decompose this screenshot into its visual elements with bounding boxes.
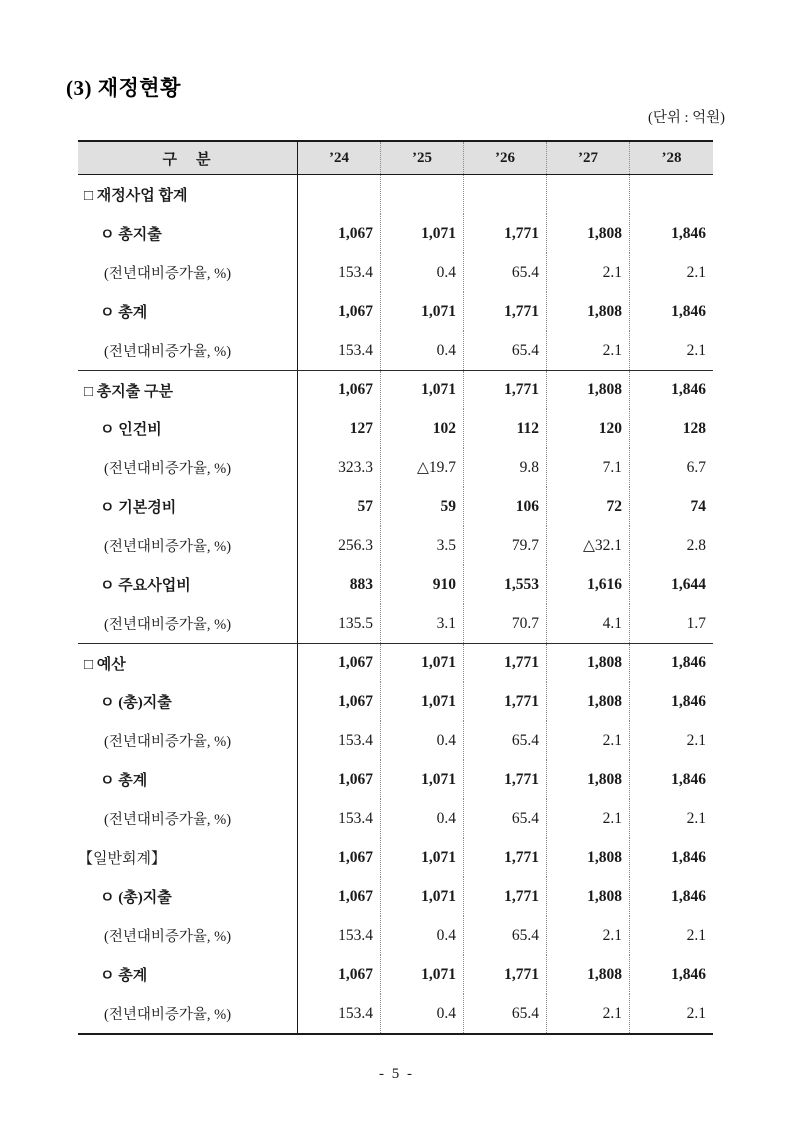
row-value: 1,771 bbox=[464, 371, 547, 409]
row-value: 0.4 bbox=[381, 994, 464, 1033]
row-value: 2.1 bbox=[547, 331, 630, 370]
row-value: 1,071 bbox=[381, 838, 464, 877]
row-value: 72 bbox=[547, 487, 630, 526]
row-value: 0.4 bbox=[381, 331, 464, 370]
header-cell-year: ’24 bbox=[298, 142, 381, 174]
row-value: 256.3 bbox=[298, 526, 381, 565]
row-value: 2.1 bbox=[686, 341, 706, 359]
row-label: ㅇ 주요사업비 bbox=[78, 565, 298, 604]
row-value: 1,846 bbox=[671, 887, 706, 905]
row-value: 1,067 bbox=[298, 682, 381, 721]
row-value: 1,771 bbox=[464, 877, 547, 916]
table-row bbox=[78, 253, 713, 292]
row-value: 65.4 bbox=[464, 721, 547, 760]
row-value: 1,071 bbox=[381, 760, 464, 799]
row-value: 153.4 bbox=[298, 916, 381, 955]
row-label: ㅇ (총)지출 bbox=[78, 682, 298, 721]
row-label: (전년대비증가율, %) bbox=[78, 994, 298, 1033]
row-value bbox=[630, 175, 713, 214]
row-value: 153.4 bbox=[298, 253, 381, 292]
row-value: 1,808 bbox=[547, 955, 630, 994]
row-value: 1,771 bbox=[464, 682, 547, 721]
header-cell-year: ’27 bbox=[547, 142, 630, 174]
header-cell-category: 구 분 bbox=[78, 142, 298, 174]
row-value bbox=[464, 175, 547, 214]
table-row bbox=[78, 916, 713, 955]
row-value: 2.1 bbox=[547, 721, 630, 760]
row-value: 1,808 bbox=[547, 838, 630, 877]
row-value: 1,808 bbox=[547, 644, 630, 682]
table-header-row bbox=[78, 142, 713, 175]
row-value: 79.7 bbox=[464, 526, 547, 565]
row-label: ㅇ (총)지출 bbox=[78, 877, 298, 916]
row-label: □ 총지출 구분 bbox=[78, 371, 298, 409]
row-value: 2.1 bbox=[686, 1004, 706, 1022]
table-row bbox=[78, 526, 713, 565]
table-row bbox=[78, 409, 713, 448]
row-value: 1,808 bbox=[547, 760, 630, 799]
row-value: 1,846 bbox=[671, 381, 706, 398]
header-cell-year: ’25 bbox=[381, 142, 464, 174]
row-value: 1,808 bbox=[547, 877, 630, 916]
row-label: □ 예산 bbox=[78, 644, 298, 682]
row-value: 1,067 bbox=[298, 644, 381, 682]
row-value: 57 bbox=[298, 487, 381, 526]
row-value: 1,067 bbox=[298, 214, 381, 253]
table-row bbox=[78, 214, 713, 253]
row-value: 1,067 bbox=[298, 760, 381, 799]
table-row bbox=[78, 994, 713, 1033]
row-value: 1,071 bbox=[381, 682, 464, 721]
table-row bbox=[78, 175, 713, 214]
row-value: 1,771 bbox=[464, 760, 547, 799]
row-label: ㅇ 총지출 bbox=[78, 214, 298, 253]
table-row bbox=[78, 877, 713, 916]
row-value: 2.1 bbox=[686, 809, 706, 827]
row-value: 7.1 bbox=[547, 448, 630, 487]
row-value bbox=[381, 175, 464, 214]
row-value: 65.4 bbox=[464, 916, 547, 955]
row-value: 1,846 bbox=[671, 302, 706, 320]
row-label: □ 재정사업 합계 bbox=[78, 175, 298, 214]
table-body bbox=[78, 175, 713, 1033]
row-value: 128 bbox=[682, 419, 706, 437]
row-value: 1,771 bbox=[464, 955, 547, 994]
row-value: 1,071 bbox=[381, 371, 464, 409]
row-value: 1,067 bbox=[298, 371, 381, 409]
row-label: ㅇ 기본경비 bbox=[78, 487, 298, 526]
row-value: 1,808 bbox=[547, 292, 630, 331]
table-row bbox=[78, 799, 713, 838]
row-value: 1,846 bbox=[671, 965, 706, 983]
row-value: 3.5 bbox=[381, 526, 464, 565]
row-value: 2.1 bbox=[686, 731, 706, 749]
table-row bbox=[78, 682, 713, 721]
row-value: 153.4 bbox=[298, 799, 381, 838]
header-cell-year: ’28 bbox=[661, 149, 682, 166]
row-value: △19.7 bbox=[381, 448, 464, 487]
row-value: 1,846 bbox=[671, 224, 706, 242]
row-label: (전년대비증가율, %) bbox=[78, 448, 298, 487]
row-value bbox=[298, 175, 381, 214]
row-value: 1,071 bbox=[381, 955, 464, 994]
row-value: 59 bbox=[381, 487, 464, 526]
table-row bbox=[78, 331, 713, 370]
row-value: 65.4 bbox=[464, 994, 547, 1033]
row-value: 106 bbox=[464, 487, 547, 526]
row-value: 1.7 bbox=[686, 614, 706, 632]
row-value: 883 bbox=[298, 565, 381, 604]
row-value: 1,067 bbox=[298, 955, 381, 994]
row-label: 【일반회계】 bbox=[78, 838, 298, 877]
row-value: 1,771 bbox=[464, 214, 547, 253]
row-label: ㅇ 총계 bbox=[78, 955, 298, 994]
row-value: 102 bbox=[381, 409, 464, 448]
row-value: 0.4 bbox=[381, 721, 464, 760]
row-label: (전년대비증가율, %) bbox=[78, 526, 298, 565]
table-row bbox=[78, 760, 713, 799]
row-label: ㅇ 총계 bbox=[78, 292, 298, 331]
row-label: (전년대비증가율, %) bbox=[78, 604, 298, 643]
row-value: 1,067 bbox=[298, 292, 381, 331]
page-title: (3) 재정현황 bbox=[66, 76, 181, 100]
row-value: 1,846 bbox=[671, 692, 706, 710]
row-value: 1,067 bbox=[298, 838, 381, 877]
header-cell-year: ’26 bbox=[464, 142, 547, 174]
row-value: 1,071 bbox=[381, 214, 464, 253]
row-label: (전년대비증가율, %) bbox=[78, 253, 298, 292]
row-value: 65.4 bbox=[464, 331, 547, 370]
row-value: 0.4 bbox=[381, 799, 464, 838]
row-value bbox=[547, 175, 630, 214]
row-value: 2.1 bbox=[686, 926, 706, 944]
row-value: 120 bbox=[547, 409, 630, 448]
table-row bbox=[78, 643, 713, 682]
row-value: 2.1 bbox=[547, 916, 630, 955]
row-value: 74 bbox=[690, 497, 706, 515]
row-value: 2.8 bbox=[686, 536, 706, 554]
row-value: 65.4 bbox=[464, 253, 547, 292]
row-value: 1,644 bbox=[671, 575, 706, 593]
row-value: 153.4 bbox=[298, 331, 381, 370]
row-label: ㅇ 인건비 bbox=[78, 409, 298, 448]
row-value: 1,771 bbox=[464, 292, 547, 331]
row-value: 1,067 bbox=[298, 877, 381, 916]
page-number: - 5 - bbox=[379, 1066, 414, 1082]
row-value: 1,808 bbox=[547, 682, 630, 721]
row-value: 0.4 bbox=[381, 916, 464, 955]
unit-label: (단위 : 억원) bbox=[648, 110, 725, 126]
table-row bbox=[78, 448, 713, 487]
row-value: 1,616 bbox=[547, 565, 630, 604]
table-row bbox=[78, 838, 713, 877]
row-value: 0.4 bbox=[381, 253, 464, 292]
table-row bbox=[78, 292, 713, 331]
row-value: 70.7 bbox=[464, 604, 547, 643]
row-value: 1,846 bbox=[671, 654, 706, 671]
row-label: ㅇ 총계 bbox=[78, 760, 298, 799]
row-value: 2.1 bbox=[686, 263, 706, 281]
finance-table bbox=[78, 140, 713, 1035]
row-value: 2.1 bbox=[547, 799, 630, 838]
row-value: 135.5 bbox=[298, 604, 381, 643]
table-row bbox=[78, 721, 713, 760]
table-row bbox=[78, 487, 713, 526]
row-value: 4.1 bbox=[547, 604, 630, 643]
row-value: 323.3 bbox=[298, 448, 381, 487]
row-value: 1,771 bbox=[464, 644, 547, 682]
row-value: 127 bbox=[298, 409, 381, 448]
row-value: 2.1 bbox=[547, 253, 630, 292]
table-row bbox=[78, 370, 713, 409]
row-value: 6.7 bbox=[686, 458, 706, 476]
row-value: 153.4 bbox=[298, 994, 381, 1033]
row-label: (전년대비증가율, %) bbox=[78, 916, 298, 955]
table-row bbox=[78, 565, 713, 604]
table-row bbox=[78, 955, 713, 994]
row-value: 1,071 bbox=[381, 644, 464, 682]
row-value: 910 bbox=[381, 565, 464, 604]
row-value: 9.8 bbox=[464, 448, 547, 487]
row-value: 1,771 bbox=[464, 838, 547, 877]
row-value: 1,071 bbox=[381, 877, 464, 916]
row-value: 2.1 bbox=[547, 994, 630, 1033]
row-value: 1,071 bbox=[381, 292, 464, 331]
row-value: △32.1 bbox=[547, 526, 630, 565]
row-value: 1,808 bbox=[547, 214, 630, 253]
row-value: 153.4 bbox=[298, 721, 381, 760]
row-label: (전년대비증가율, %) bbox=[78, 331, 298, 370]
row-value: 3.1 bbox=[381, 604, 464, 643]
row-label: (전년대비증가율, %) bbox=[78, 721, 298, 760]
row-value: 1,846 bbox=[671, 848, 706, 866]
row-value: 1,553 bbox=[464, 565, 547, 604]
row-value: 65.4 bbox=[464, 799, 547, 838]
row-label: (전년대비증가율, %) bbox=[78, 799, 298, 838]
table-row bbox=[78, 604, 713, 643]
row-value: 1,808 bbox=[547, 371, 630, 409]
row-value: 1,846 bbox=[671, 770, 706, 788]
row-value: 112 bbox=[464, 409, 547, 448]
